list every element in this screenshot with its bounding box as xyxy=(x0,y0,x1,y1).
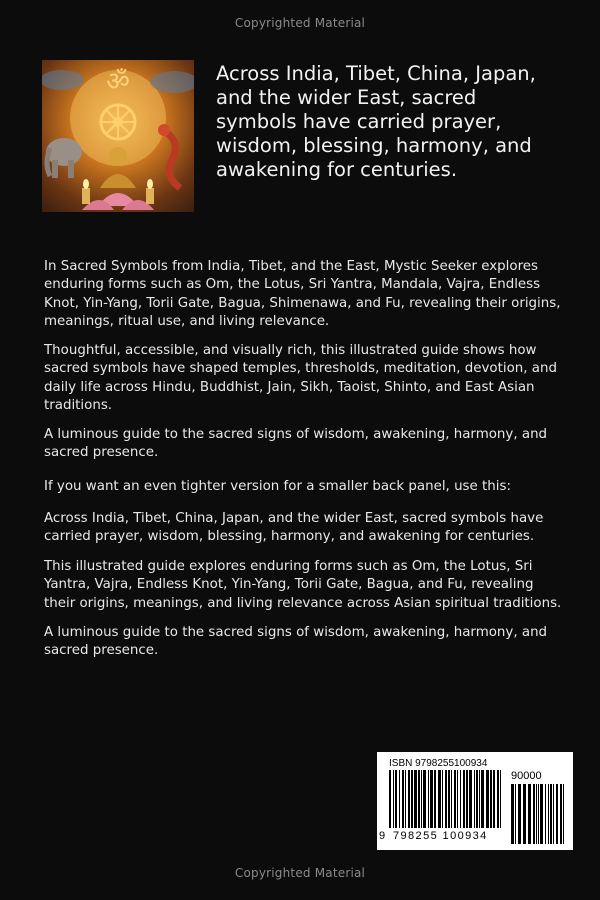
barcode-bar xyxy=(490,770,492,828)
barcode-addon-bar xyxy=(556,784,558,844)
barcode-bar xyxy=(457,770,458,828)
barcode-addon-bar xyxy=(538,784,539,844)
barcode-bar xyxy=(434,770,436,828)
lotus-icon xyxy=(82,193,154,210)
barcode-addon-bar xyxy=(550,784,552,844)
barcode-bar xyxy=(474,770,475,828)
paragraph-note: If you want an even tighter version for a smaller back panel, use this: xyxy=(44,479,511,494)
om-symbol-icon xyxy=(106,67,130,97)
headline-blurb: Across India, Tibet, China, Japan, and the wider East, sacred symbols have carried prayer, wisdom, blessing, harmony, and awakening for centuries. xyxy=(216,62,536,181)
barcode-bar xyxy=(469,770,472,828)
barcode-addon-bar xyxy=(548,784,549,844)
barcode-bar xyxy=(405,770,406,828)
isbn-label: ISBN 9798255100934 xyxy=(389,758,488,769)
barcode-bar xyxy=(476,770,478,828)
paragraph-guide: Thoughtful, accessible, and visually rich, this illustrated guide shows how sacred symbols have shaped temples, thresholds, meditation, devotion, and daily life across Hindu, Buddhist, Jain, Sikh, Taoist, Shinto, and East Asian traditions. xyxy=(44,343,557,414)
barcode-addon-bar xyxy=(515,784,516,844)
elephant-icon xyxy=(46,138,82,178)
barcode-addon-bar xyxy=(545,784,546,844)
barcode-addon-bar xyxy=(528,784,531,844)
barcode-bar xyxy=(430,770,433,828)
price-code: 90000 xyxy=(511,770,542,782)
dharma-wheel-icon xyxy=(101,105,135,139)
barcode-bar xyxy=(451,770,452,828)
barcode-bar xyxy=(448,770,450,828)
dragon-icon xyxy=(158,124,180,188)
barcode-bar xyxy=(466,770,468,828)
barcode-addon-bar xyxy=(536,784,537,844)
barcode-bar xyxy=(423,770,426,828)
paragraph-tagline: A luminous guide to the sacred signs of wisdom, awakening, harmony, and sacred presence. xyxy=(44,427,548,461)
barcode-bar xyxy=(454,770,456,828)
barcode-bar xyxy=(428,770,429,828)
barcode-addon-bar xyxy=(533,784,535,844)
barcode-bar xyxy=(479,770,480,828)
barcode-bar xyxy=(438,770,441,828)
barcode-addon-bar xyxy=(523,784,526,844)
barcode-bar xyxy=(445,770,447,828)
paragraph-short-tagline: A luminous guide to the sacred signs of wisdom, awakening, harmony, and sacred presence. xyxy=(44,625,548,659)
cover-art-illustration xyxy=(42,60,194,212)
barcode-bar xyxy=(481,770,484,828)
paragraph-intro: In Sacred Symbols from India, Tibet, and the East, Mystic Seeker explores enduring forms such as Om, the Lotus, Sri Yantra, Mandala, Vajra, Endless Knot, Yin-Yang, Torii Gate, Bagua, Shimenawa, and Fu, revealing their origins, meanings, ritual use, and living relevance. xyxy=(44,259,561,330)
barcode-addon-bar xyxy=(518,784,521,844)
paragraph-short-guide: This illustrated guide explores enduring forms such as Om, the Lotus, Sri Yantra, Vajra, Endless Knot, Yin-Yang, Torii Gate, Bagua, and Fu, revealing their origins, meanings, and living relevance across Asian spiritual traditions. xyxy=(44,559,562,611)
isbn-barcode xyxy=(377,752,573,850)
barcode-bar xyxy=(463,770,465,828)
barcode-bar xyxy=(393,770,394,828)
barcode-bar xyxy=(389,770,391,828)
barcode-bar xyxy=(493,770,495,828)
barcode-addon-bar xyxy=(563,784,564,844)
barcode-bar xyxy=(442,770,443,828)
barcode-bar xyxy=(408,770,410,828)
barcode-bar xyxy=(395,770,397,828)
barcode-bar xyxy=(460,770,461,828)
barcode-bar xyxy=(411,770,413,828)
barcode-addon-bar xyxy=(560,784,562,844)
barcode-bar xyxy=(418,770,420,828)
barcode-addon-bar xyxy=(540,784,543,844)
barcode-bar xyxy=(414,770,417,828)
watermark-top: Copyrighted Material xyxy=(234,16,366,30)
barcode-bar xyxy=(486,770,489,828)
paragraph-short-intro: Across India, Tibet, China, Japan, and the wider East, sacred symbols have carried prayer, wisdom, blessing, harmony, and awakening for centuries. xyxy=(44,511,544,545)
barcode-bar xyxy=(402,770,404,828)
barcode-bar xyxy=(500,770,501,828)
barcode-bar xyxy=(421,770,422,828)
barcode-addon-bar xyxy=(511,784,514,844)
svg-text:ॐ: ॐ xyxy=(106,67,130,97)
cover-art xyxy=(42,60,194,212)
ean-first-digit: 9 xyxy=(379,830,386,842)
ean-digits: 798255 100934 xyxy=(393,830,488,842)
barcode-bar xyxy=(497,770,499,828)
watermark-bottom: Copyrighted Material xyxy=(234,866,366,880)
barcode-addon-bar xyxy=(553,784,554,844)
barcode-bar xyxy=(399,770,400,828)
